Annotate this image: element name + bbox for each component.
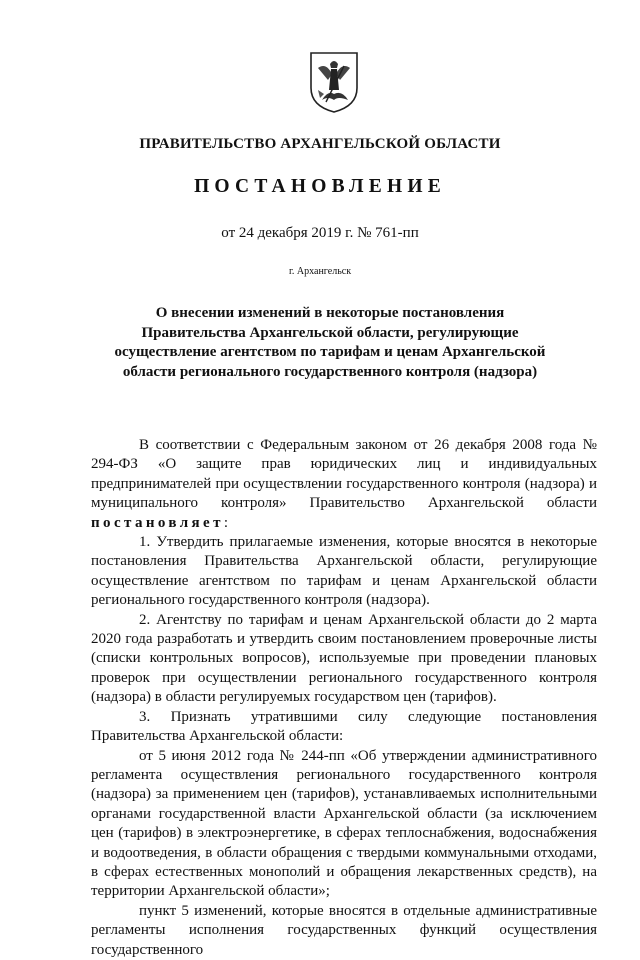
- paragraph-3: 3. Признать утратившими силу следующие постановления Правительства Архангельской области:: [91, 708, 597, 745]
- intro-text: В соответствии с Федеральным законом от 26 декабря 2008 года № 294-ФЗ «О защите прав юридических лиц и индивидуальных предпринимателей при осуществлении государственного контроля (надзора) и муниципального контроля» Правительство Архангельской области: [91, 437, 597, 512]
- government-name: ПРАВИТЕЛЬСТВО АРХАНГЕЛЬСКОЙ ОБЛАСТИ: [139, 136, 501, 152]
- title-line: Правительства Архангельской области, регулирующие: [141, 324, 519, 341]
- resolves-word: постановляет: [91, 514, 224, 531]
- title-line: осуществление агентством по тарифам и ценам Архангельской: [114, 344, 546, 361]
- document-body: [91, 436, 597, 960]
- paragraph-3-item-2: пункт 5 изменений, которые вносятся в отдельные административные регламенты исполнения государственных функций осуществления государственного: [91, 902, 597, 958]
- paragraph-2: 2. Агентству по тарифам и ценам Архангельской области до 2 марта 2020 года разработать и утвердить своим постановлением проверочные листы (списки контрольных вопросов), используемые при проведении плановых проверок при осуществлении регионального государственного контроля (надзора) в области регулируемых государством цен (тарифов).: [91, 611, 597, 706]
- document-title: [90, 304, 570, 382]
- document-type: ПОСТАНОВЛЕНИЕ: [194, 176, 446, 197]
- coat-of-arms-icon: [308, 50, 360, 114]
- title-line: области регионального государственного контроля (надзора): [122, 363, 538, 380]
- date-and-number: от 24 декабря 2019 г. № 761-пп: [221, 225, 419, 241]
- intro-paragraph: [91, 436, 597, 533]
- paragraph-3-item-1: от 5 июня 2012 года № 244-пп «Об утверждении административного регламента осуществления регионального государственного контроля (надзора) за применением цен (тарифов), устанавливаемых исполнительными органами государственной власти Архангельской области (за исключением цен (тарифов) в электроэнергетике, в сферах теплоснабжения, водоснабжения и водоотведения, в области обращения с твердыми коммунальными отходами, в сферах естественных монополий и обращения лекарственных средств), на территории Архангельской области»;: [91, 747, 597, 900]
- paragraph-1: 1. Утвердить прилагаемые изменения, которые вносятся в некоторые постановления Правительства Архангельской области, регулирующие осуществление агентством по тарифам и ценам Архангельской области регионального государственного контроля (надзора).: [91, 534, 597, 609]
- city: г. Архангельск: [288, 266, 352, 277]
- intro-end: :: [223, 514, 229, 531]
- title-line: О внесении изменений в некоторые постановления: [155, 305, 505, 321]
